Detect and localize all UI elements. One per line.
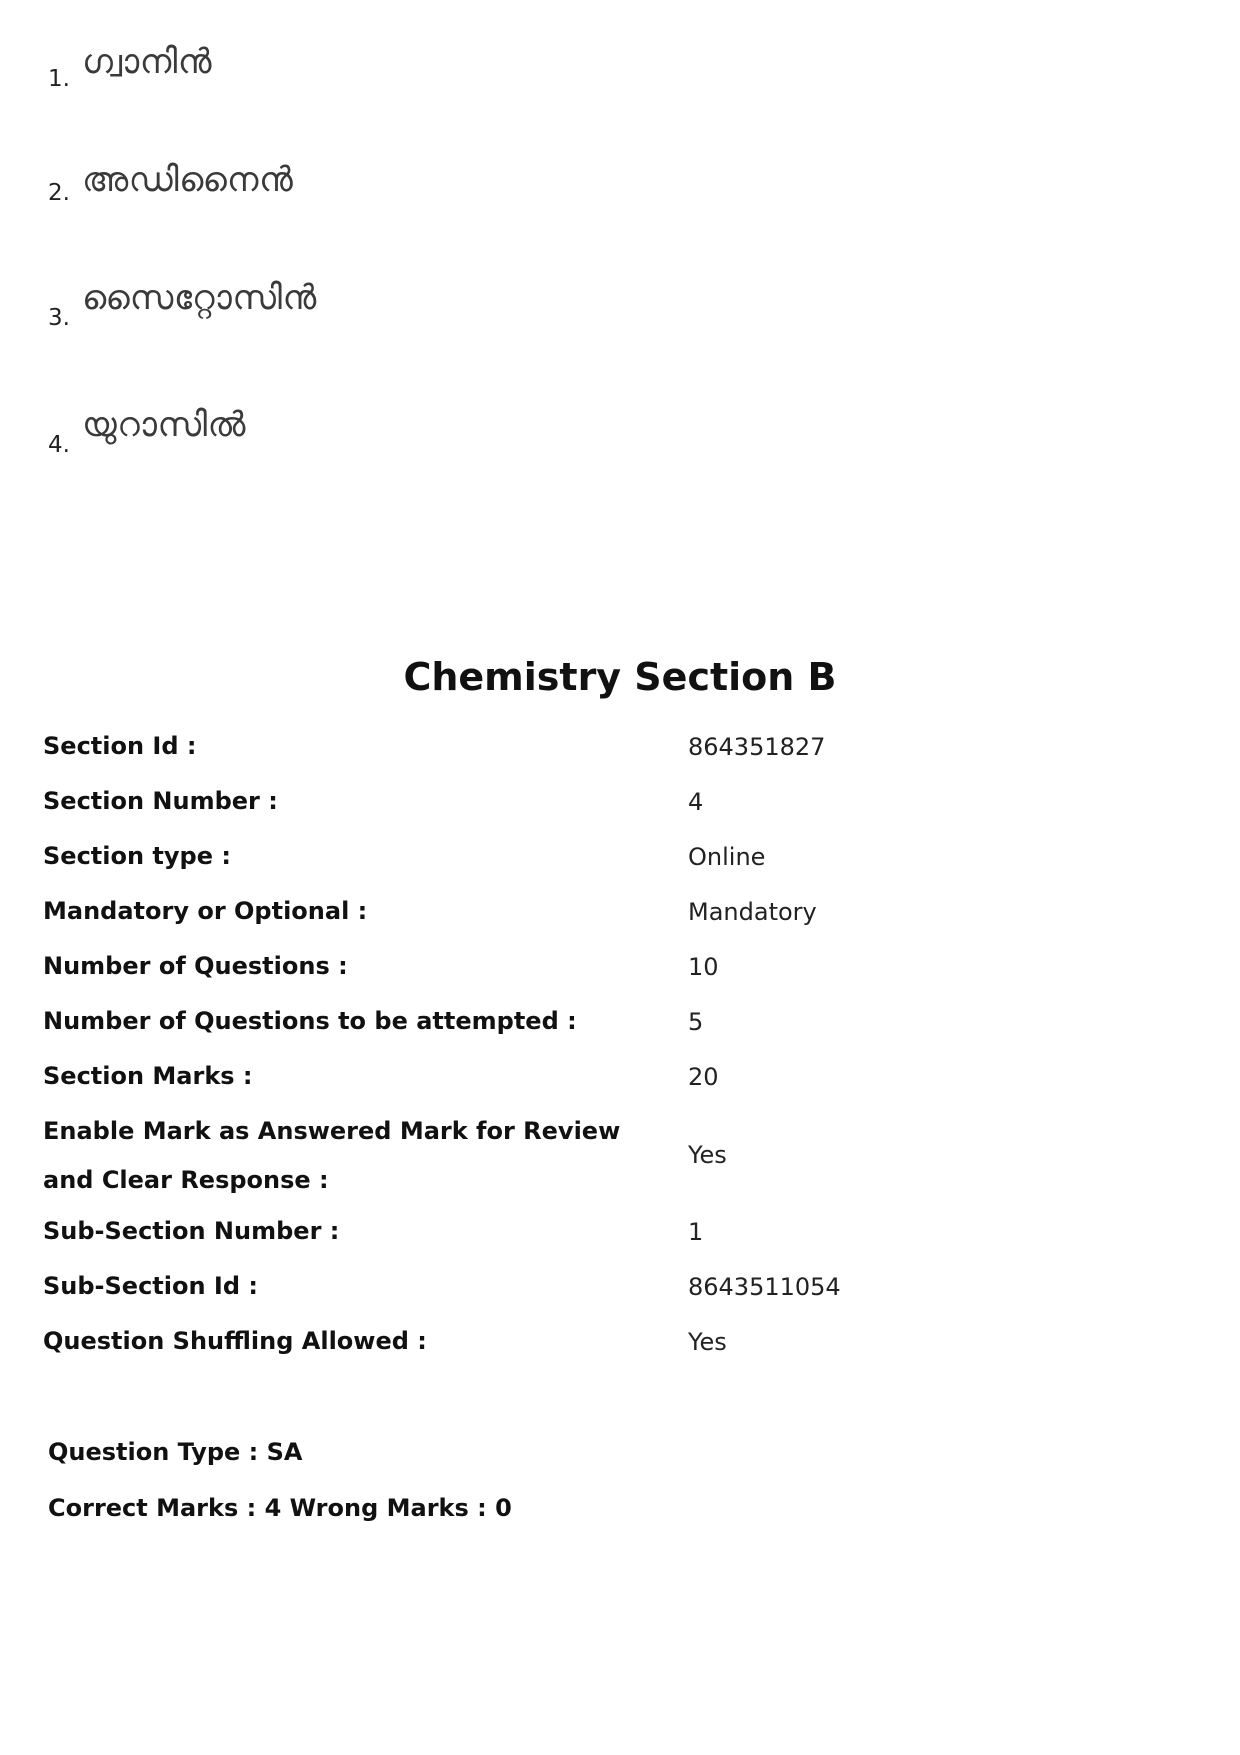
option-text: അഡിനൈൻ [82, 160, 294, 200]
info-label: Section Number : [43, 787, 278, 815]
option-text: സൈറ്റോസിൻ [82, 278, 317, 318]
info-value: 864351827 [688, 733, 826, 761]
info-value: Yes [688, 1141, 727, 1169]
info-label: Number of Questions to be attempted : [43, 1007, 577, 1035]
info-label: Section type : [43, 842, 231, 870]
info-value: Yes [688, 1328, 727, 1356]
question-marks: Correct Marks : 4 Wrong Marks : 0 [48, 1494, 512, 1522]
info-value: Online [688, 843, 766, 871]
question-type: Question Type : SA [48, 1438, 303, 1466]
info-value: Mandatory [688, 898, 817, 926]
info-label: Section Marks : [43, 1062, 253, 1090]
info-value: 4 [688, 788, 704, 816]
info-value: 20 [688, 1063, 719, 1091]
info-label: Question Shuffling Allowed : [43, 1327, 427, 1355]
option-number: 1. [48, 66, 70, 92]
option-number: 3. [48, 305, 70, 331]
section-title: Chemistry Section B [403, 655, 837, 699]
info-label: Enable Mark as Answered Mark for Review and Clear Response : [43, 1117, 621, 1194]
option-text: യുറാസിൽ [82, 405, 246, 445]
option-number: 4. [48, 432, 70, 458]
option-text: ഗ്വാനിൻ [82, 42, 213, 82]
info-label: Sub-Section Id : [43, 1272, 258, 1300]
info-label: Sub-Section Number : [43, 1217, 340, 1245]
info-value: 10 [688, 953, 719, 981]
info-value: 8643511054 [688, 1273, 841, 1301]
info-label: Section Id : [43, 732, 197, 760]
info-label: Mandatory or Optional : [43, 897, 368, 925]
info-value: 5 [688, 1008, 704, 1036]
option-number: 2. [48, 180, 70, 206]
info-label: Number of Questions : [43, 952, 348, 980]
info-value: 1 [688, 1218, 704, 1246]
